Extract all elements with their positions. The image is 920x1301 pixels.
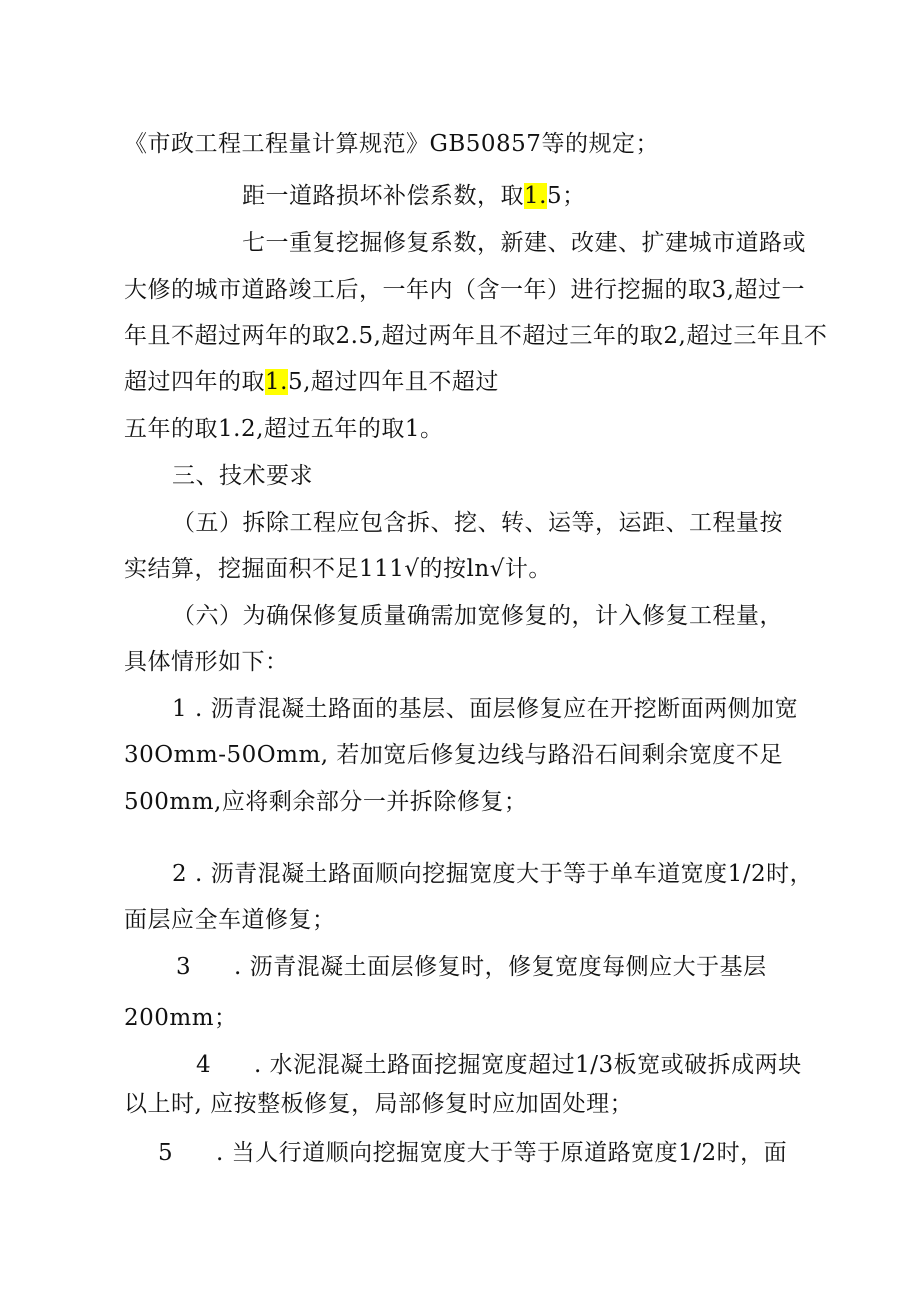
text-line-10: 实结算，挖掘面积不足111√的按ln√计。 <box>124 556 552 582</box>
text-line-9: （五）拆除工程应包含拆、挖、转、运等，运距、工程量按 <box>172 510 783 536</box>
text-line-3: 七一重复挖掘修复系数，新建、改建、扩建城市道路或 <box>242 230 806 256</box>
text-line-4: 大修的城市道路竣工后，一年内（含一年）进行挖掘的取3,超过一 <box>124 277 805 303</box>
text-segment: . 水泥混凝土路面挖掘宽度超过1/3板宽或破拆成两块 <box>254 1052 802 1078</box>
list-number: 5 <box>158 1140 174 1166</box>
text-line-11: （六）为确保修复质量确需加宽修复的，计入修复工程量， <box>172 603 783 629</box>
list-item-4 <box>196 1049 802 1081</box>
text-segment: 距一道路损坏补偿系数，取 <box>242 183 524 209</box>
highlighted-text: 1. <box>265 369 288 395</box>
text-line-2 <box>242 180 586 212</box>
list-item-5 <box>158 1137 787 1169</box>
text-line-1: 《市政工程工程量计算规范》GB50857等的规定； <box>124 131 659 157</box>
list-item-1: 1 . 沥青混凝土路面的基层、面层修复应在开挖断面两侧加宽 <box>172 696 799 722</box>
text-line-19: 200mm； <box>124 1005 238 1031</box>
text-segment: 超过四年的取 <box>124 369 265 395</box>
text-segment: 5； <box>546 183 586 209</box>
text-segment: . 沥青混凝土面层修复时，修复宽度每侧应大于基层 <box>234 954 767 980</box>
text-line-15: 500mm,应将剩余部分一并拆除修复； <box>124 789 528 815</box>
section-heading: 三、技术要求 <box>172 463 313 489</box>
highlighted-text: 1. <box>524 183 547 209</box>
text-line-14: 30Omm-50Omm, 若加宽后修复边线与路沿石间剩余宽度不足 <box>124 742 783 768</box>
list-number: 3 <box>176 954 192 980</box>
text-line-6 <box>124 366 499 398</box>
list-item-2: 2 . 沥青混凝土路面顺向挖掘宽度大于等于单车道宽度1/2时， <box>172 861 814 887</box>
text-segment: 5,超过四年且不超过 <box>287 369 499 395</box>
list-item-3 <box>176 951 767 983</box>
list-number: 4 <box>196 1052 212 1078</box>
text-line-7: 五年的取1.2,超过五年的取1。 <box>124 416 444 442</box>
text-line-5: 年且不超过两年的取2.5,超过两年且不超过三年的取2,超过三年且不 <box>124 323 828 349</box>
text-line-17: 面层应全车道修复； <box>124 907 336 933</box>
text-line-21: 以上时, 应按整板修复，局部修复时应加固处理； <box>124 1091 634 1117</box>
text-line-12: 具体情形如下： <box>124 649 289 675</box>
text-segment: . 当人行道顺向挖掘宽度大于等于原道路宽度1/2时，面 <box>216 1140 788 1166</box>
